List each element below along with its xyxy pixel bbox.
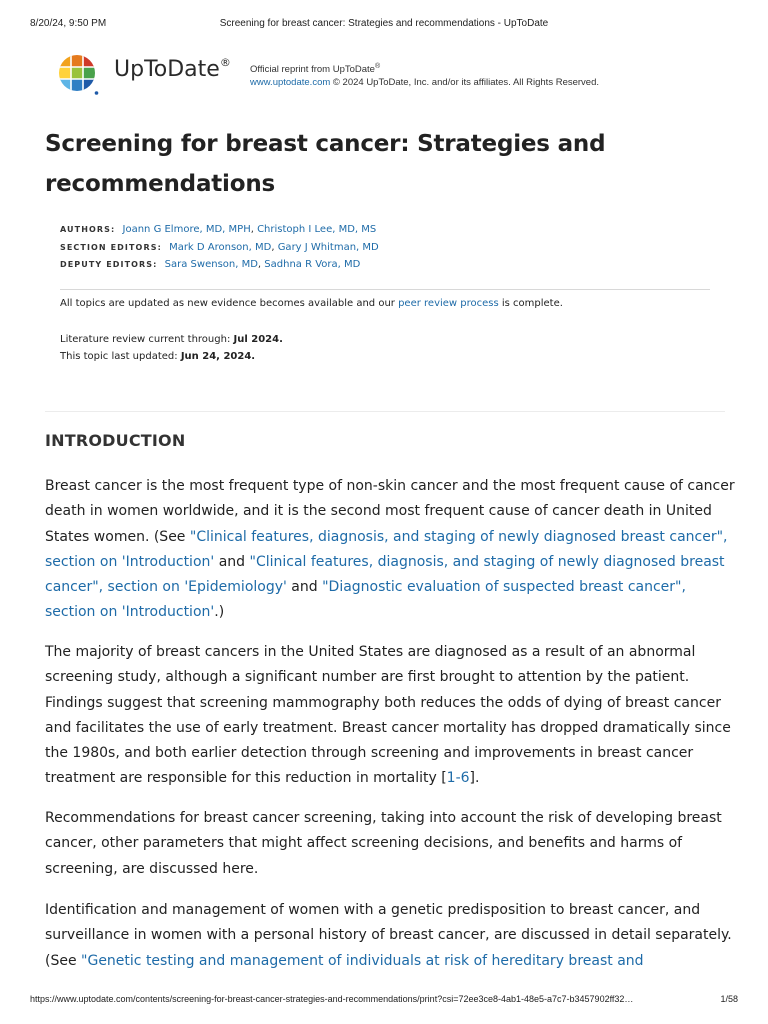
brand-wordmark [114, 57, 231, 82]
print-footer [30, 994, 738, 1008]
last-updated-label: This topic last updated: [60, 351, 181, 362]
author-link[interactable]: Joann G Elmore, MD, MPH [122, 224, 251, 235]
section-heading-introduction: INTRODUCTION [45, 431, 186, 450]
print-header [30, 18, 738, 32]
separator: , [250, 224, 258, 235]
literature-review-date: Jul 2024. [233, 334, 283, 345]
deputy-editors-label: DEPUTY EDITORS: [60, 260, 158, 269]
article-credits [60, 221, 379, 274]
paragraph-text: ]. [469, 770, 480, 787]
article-title: Screening for breast cancer: Strategies and recommendations [45, 131, 606, 197]
update-note-text: All topics are updated as new evidence becomes available and our [60, 298, 399, 309]
literature-review-label: Literature review current through: [60, 334, 234, 345]
author-link[interactable]: Christoph I Lee, MD, MS [257, 224, 377, 235]
divider [60, 289, 710, 290]
topic-link[interactable]: "Clinical features, diagnosis, and staging of newly diagnosed breast cancer", section on 'Epidemiology' [45, 553, 725, 596]
review-dates [60, 331, 283, 365]
topic-link[interactable]: "Genetic testing and management of individuals at risk of hereditary breast and [81, 952, 644, 969]
intro-paragraph-2 [45, 640, 735, 792]
authors-row [60, 221, 379, 239]
reprint-notice [250, 60, 599, 89]
section-editor-link[interactable]: Gary J Whitman, MD [277, 241, 379, 253]
paragraph-text: The majority of breast cancers in the United States are diagnosed as a result of an abnormal screening study, although a significant number are first brought to attention by the patient. Findings suggest that screening mammography both reduces the odds of dying of breast cancer and facilitates the use of early treatment. Breast cancer mortality has dropped dramatically since the 1980s, and both earlier detection through screening and improvements in breast cancer treatment are responsible for this reduction in mortality [ [45, 644, 731, 787]
brand-name: UpToDate [114, 57, 220, 82]
section-editors-label: SECTION EDITORS: [60, 242, 162, 252]
update-note [60, 298, 563, 309]
print-doc-title: Screening for breast cancer: Strategies and recommendations - UpToDate [219, 18, 549, 29]
reprint-line: Official reprint from UpToDate [250, 64, 375, 76]
reference-link[interactable]: 1-6 [446, 770, 470, 787]
page-number: 1/58 [720, 994, 738, 1004]
intro-paragraph-4 [45, 898, 735, 974]
print-url: https://www.uptodate.com/contents/screening-for-breast-cancer-strategies-and-recommendations/print?csi=72ee3ce8-4ab1-48e5-a7c7-b3457902ff32… [30, 994, 634, 1004]
paragraph-text: .) [214, 604, 225, 621]
paragraph-text: Breast cancer is the most frequent type of non-skin cancer and the most frequent cause of cancer death in women worldwide, and it is the second most frequent cause of cancer death in United States women. (See [45, 478, 735, 545]
topic-link[interactable]: "Diagnostic evaluation of suspected breast cancer", section on 'Introduction' [45, 579, 686, 621]
registered-mark: ® [219, 56, 231, 69]
print-datetime: 8/20/24, 9:50 PM [30, 18, 107, 29]
update-note-text-end: is complete. [498, 298, 563, 309]
section-editor-link[interactable]: Mark D Aronson, MD [169, 241, 272, 253]
paragraph-text: and [286, 579, 323, 596]
uptodate-home-link[interactable]: www.uptodate.com [250, 77, 331, 89]
separator: , [257, 259, 265, 270]
deputy-editor-link[interactable]: Sadhna R Vora, MD [264, 259, 361, 270]
paragraph-text: Identification and management of women with a genetic predisposition to breast cancer, and surveillance in women with a personal history of breast cancer, are discussed in detail separately. (See [45, 902, 732, 969]
copyright-text: © 2024 UpToDate, Inc. and/or its affiliates. All Rights Reserved. [330, 77, 600, 89]
reprint-registered-mark: ® [374, 63, 381, 70]
authors-label: AUTHORS: [60, 225, 116, 234]
topic-link[interactable]: "Clinical features, diagnosis, and staging of newly diagnosed breast cancer", section on 'Introduction' [45, 528, 728, 570]
uptodate-grid-logo-icon [58, 54, 100, 96]
peer-review-link[interactable]: peer review process [398, 298, 499, 309]
intro-paragraph-3: Recommendations for breast cancer screening, taking into account the risk of developing breast cancer, other parameters that might affect screening decisions, and benefits and harms of screening, are discussed here. [45, 810, 722, 877]
last-updated-date: Jun 24, 2024. [180, 351, 256, 362]
paragraph-text: and [214, 553, 250, 570]
section-editors-row [60, 239, 379, 257]
separator: , [271, 241, 278, 253]
section-divider [45, 411, 725, 412]
intro-paragraph-1 [45, 474, 735, 626]
deputy-editors-row [60, 256, 379, 274]
deputy-editor-link[interactable]: Sara Swenson, MD [164, 259, 258, 270]
